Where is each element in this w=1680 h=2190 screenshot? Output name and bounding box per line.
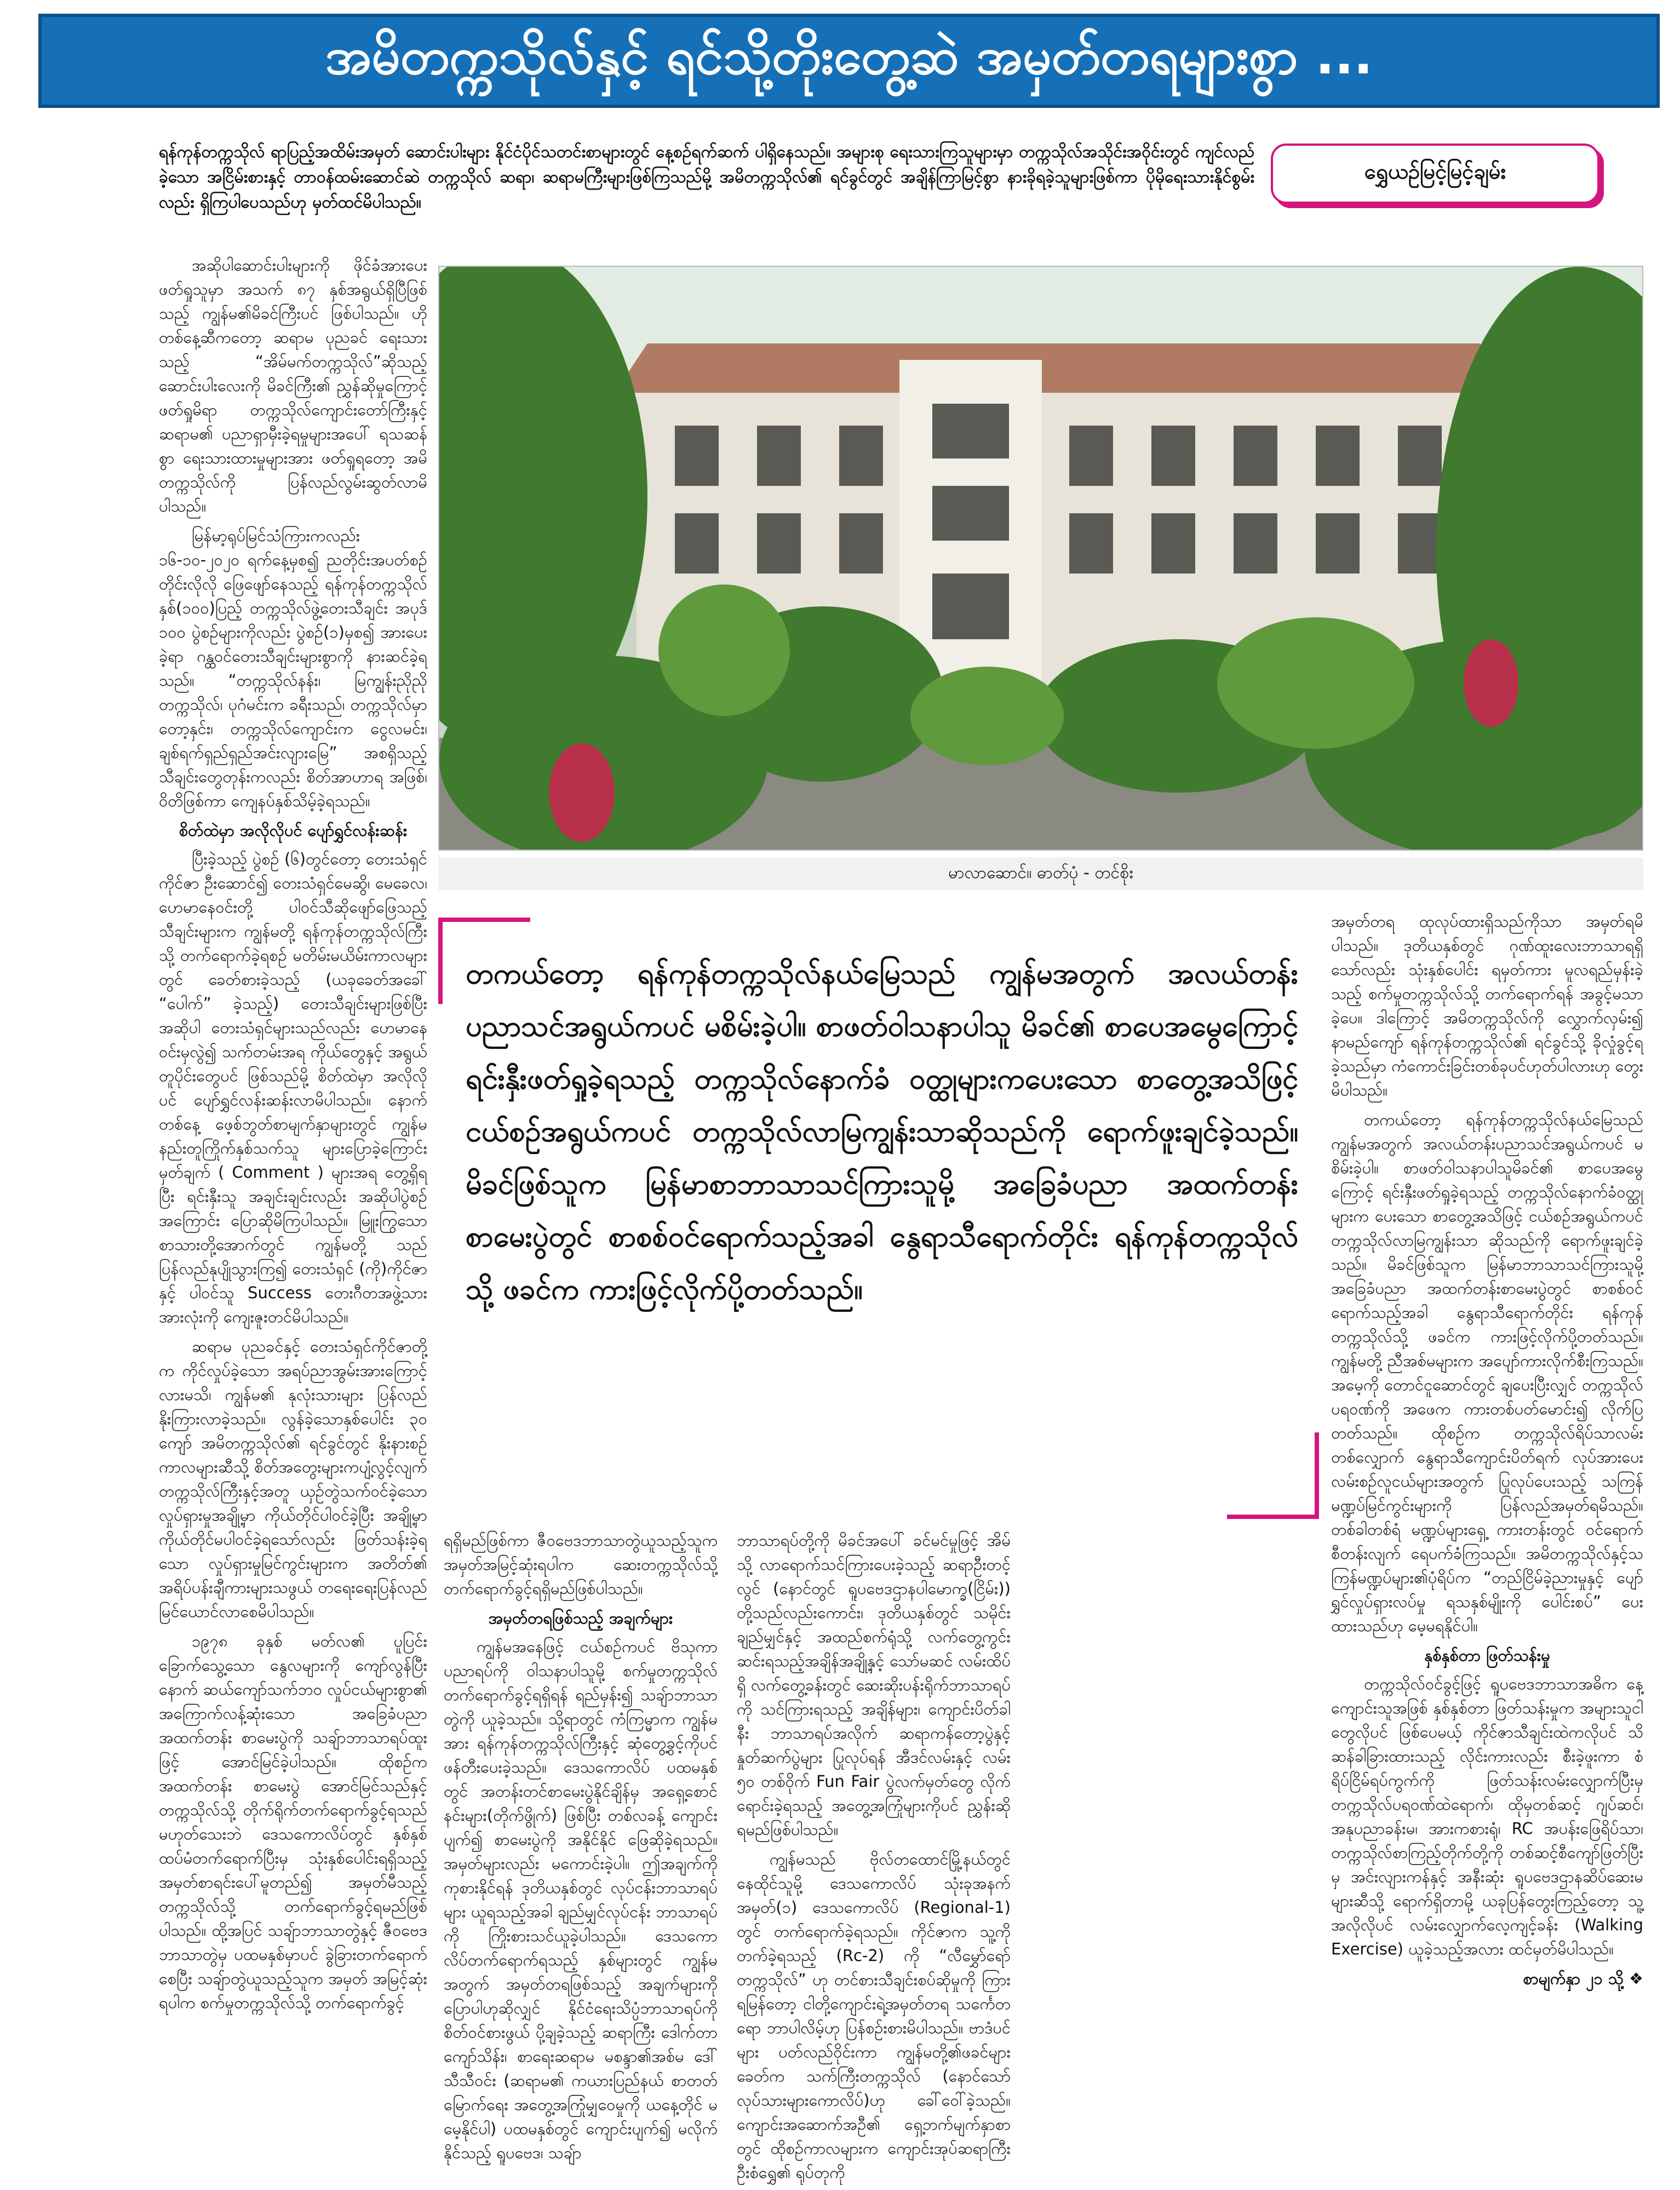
headline-banner (38, 14, 1660, 108)
paragraph: အမှတ်တရ ထုလုပ်ထားရှိသည်ကိုသာ အမှတ်ရမိပါသည်။ ဒုတိယနှစ်တွင် ဂုဏ်ထူးလေးဘာသာရရှိသော်လည်း သုံးနှစ်ပေါင်း ရမှတ်ကား မူလရည်မှန်းခဲ့သည့် စက်မှုတက္ကသိုလ်သို့ တက်ရောက်ရန် အခွင့်မသာခဲ့ပေ။ ဒါကြောင့် အမိတက္ကသိုလ်ကို လွှောက်လှမ်း၍ နာမည်ကျော် ရန်ကုန်တက္ကသိုလ်၏ ရင်ခွင်သို့ ခိုလှုံခွင့်ရခဲ့သည်မှာ ကံကောင်းခြင်းတစ်ခုပင်ဟုတ်ပါလားဟု တွေးမိပါသည်။ (1331, 912, 1643, 1099)
pullquote: တကယ်တော့ ရန်ကုန်တက္ကသိုလ်နယ်မြေသည် ကျွန်မအတွက် အလယ်တန်းပညာသင်အရွယ်ကပင် မစိမ်းခဲ့ပါ။ စာဖတ်ဝါသနာပါသူ မိခင်၏ စာပေအမွေကြောင့် ရင်းနှီးဖတ်ရှုခဲ့ရသည့် တက္ကသိုလ်နောက်ခံ ဝတ္ထုများကပေးသော စာတွေ့အသိဖြင့် ငယ်စဉ်အရွယ်ကပင် တက္ကသိုလ်လာမြကျွန်းသာဆိုသည်ကို ရောက်ဖူးချင်ခဲ့သည်။ မိခင်ဖြစ်သူက မြန်မာစာဘာသာသင်ကြားသူမို့ အခြေခံပညာ အထက်တန်း စာမေးပွဲတွင် စာစစ်ဝင်ရောက်သည့်အခါ နွေရာသီရောက်တိုင်း ရန်ကုန်တက္ကသိုလ်သို့ ဖခင်က ကားဖြင့်လိုက်ပို့တတ်သည်။ (466, 958, 1298, 1306)
subheading: စိတ်ထဲမှာ အလိုလိုပင် ပျော်ရွှင်လန်းဆန်း (179, 821, 408, 840)
paragraph: ကျွန်မသည် ဗိုလ်တထောင်မြို့နယ်တွင် နေထိုင်သူမို့ ဒေသကောလိပ် သုံးခုအနက် အမှတ်(၁) ဒေသကောလိပ် (Regional-1) တွင် တက်ရောက်ခဲ့ရသည်။ ကိုင်ဇာက သူ့ကိုတက်ခဲ့ရသည့် (Rc-2) ကို “လီမွှော်ရော်တက္ကသိုလ်” ဟု တင်စားသီချင်းစပ်ဆိုမှုကို ကြားရမြန်တော့ ငါတို့ကျောင်းရဲ့အမှတ်တရ သင်္ကေတရော ဘာပါလိမ့်ဟု ပြန်စဉ်းစားမိပါသည်။ ဗာဒံပင်များ ပတ်လည်ဝိုင်းကာ ကျွန်မတို့၏ဖခင်များခေတ်က သက်ကြီးတက္ကသိုလ် (နောင်သော် လုပ်သားများကောလိပ်)ဟု ခေါ်ဝေါ်ခဲ့သည်။ ကျောင်းအဆောက်အဦ၏ ရှေ့ဘက်မျက်နှာစာတွင် ထိုစဉ်ကာလများက ကျောင်းအုပ်ဆရာကြီး ဦးစံရွှေ၏ ရုပ်တုကို (737, 1850, 1011, 2182)
paragraph: ပြီးခဲ့သည့် ပွဲစဉ် (၆)တွင်တော့ တေးသံရှင်ကိုင်ဇာ ဦးဆောင်၍ တေးသံရှင်မေဆွိ၊ မေခေလ၊ ဟေမာနေဝင်းတို့ ပါဝင်သီဆိုဖျော်ဖြေသည့် သီချင်းများက ကျွန်မတို့ ရန်ကုန်တက္ကသိုလ်ကြီးသို့ တက်ရောက်ခဲ့ရစဉ် မတိမ်းမယိမ်းကာလများတွင် ခေတ်စားခဲ့သည့် (ယခုခေတ်အခေါ် “ပေါက်” ခဲ့သည့်) တေးသီချင်းများဖြစ်ပြီး အဆိုပါ တေးသံရှင်များသည်လည်း ဟေမာနေဝင်းမှလွဲ၍ သက်တမ်းအရ ကိုယ်တွေနှင့် အရွယ်တူပိုင်းတွေပင် ဖြစ်သည်မို့ စိတ်ထဲမှာ အလိုလိုပင် ပျော်ရွှင်လန်းဆန်းလာမိပါသည်။ နောက်တစ်နေ့ ဖေ့စ်ဘွတ်စာမျက်နှာများတွင် ကျွန်မနည်းတူကြိုက်နှစ်သက်သူ များပြောခဲ့ကြောင်း မှတ်ချက် ( Comment ) များအရ တွေ့ရှိရပြီး ရင်းနှီးသူ အချင်းချင်းလည်း အဆိုပါပွဲစဉ်အကြောင်း ပြောဆိုမိကြပါသည်။ မြူးကြွသောစာသားတို့အောက်တွင် ကျွန်မတို့ သည် ပြန်လည်နုပျိုသွားကြ၍ တေးသံရှင် (ကို)ကိုင်ဇာနှင့် ပါဝင်သူ Success တေးဂီတအဖွဲ့သားအားလုံးကို ကျေးဇူးတင်မိပါသည်။ (159, 850, 427, 1326)
photo-illustration (439, 267, 1643, 851)
building-photo (438, 266, 1643, 851)
lead-paragraph: ရန်ကုန်တက္ကသိုလ် ရာပြည့်အထိမ်းအမှတ် ဆောင်းပါးများ နိုင်ငံပိုင်သတင်းစာများတွင် နေ့စဉ်ရက်ဆက် ပါရှိနေသည်။ အများစု ရေးသားကြသူများမှာ တက္ကသိုလ်အသိုင်းအဝိုင်းတွင် ကျင်လည်ခဲ့သော အငြိမ်းစားနှင့် တာဝန်ထမ်းဆောင်ဆဲ တက္ကသိုလ် ဆရာ၊ ဆရာမကြီးများဖြစ်ကြသည်မို့ အမိတက္ကသိုလ်၏ ရင်ခွင်တွင် အချိန်ကြာမြင့်စွာ နားခိုရခဲ့သူများဖြစ်ကာ ပိုမိုရေးသားနိုင်စွမ်းလည်း ရှိကြပါပေသည်ဟု မှတ်ထင်မိပါသည်။ (159, 142, 1254, 212)
paragraph: ဆရာမ ပုညခင်နှင့် တေးသံရှင်ကိုင်ဇာတို့က ကိုင်လှုပ်ခဲ့သော အရပ်ညာအွမ်းအားကြောင့်လားမသိ၊ ကျွန်မ၏ နုလုံးသားများ ပြန်လည်နိုးကြားလာခဲ့သည်။ လွန်ခဲ့သောနှစ်ပေါင်း ၃၀ ကျော် အမိတက္ကသိုလ်၏ ရင်ခွင်တွင် နိုးနားစဉ်ကာလများဆီသို့ စိတ်အတွေးများကပျံ့လွင့်လျက် တက္ကသိုလ်ကြီးနှင့်အတူ ယှဉ်တွဲသက်ဝင်ခဲ့သော လှုပ်ရှားမှုအချို့မှာ ကိုယ်တိုင်ပါဝင်ခဲ့ပြီး အချို့မှာ ကိုယ်တိုင်မပါဝင်ခဲ့ရသော်လည်း ဖြတ်သန်းခဲ့ရသော လှုပ်ရှားမှုမြင်ကွင်းများက အတိတ်၏ အရိပ်ပန်းချီကားများသဖွယ် တရေးရေးပြန်လည်မြင်ယောင်လာစေမိပါသည်။ (159, 1337, 427, 1621)
paragraph: ဘာသာရပ်တို့ကို မိခင်အပေါ် ခင်မင်မှုဖြင့် အိမ်သို့ လာရောက်သင်ကြားပေးခဲ့သည့် ဆရာဦးတင့်လွင် (နောင်တွင် ရူပဗေဒဌာနပါမောက္ခ(ငြိမ်း)) တို့သည်လည်းကောင်း၊ ဒုတိယနှစ်တွင် သမိုင်းချည်မျှင်နှင့် အထည်စက်ရုံသို့ လက်တွေ့ကွင်းဆင်းရသည့်အချိန်အချို့နှင့် သော်မဆင် လမ်းထိပ်ရှိ လက်တွေ့ခန်းတွင် ဆေးဆိုးပန်းရိုက်ဘာသာရပ်ကို သင်ကြားရသည့် အချိန်များ၊ ကျောင်းပိတ်ခါနီး ဘာသာရပ်အလိုက် ဆရာကန်တော့ပွဲနှင့် နှုတ်ဆက်ပွဲများ ပြုလုပ်ရန် အီဒင်လမ်းနှင့် လမ်း ၅၀ တစ်ဝိုက် Fun Fair ပွဲလက်မှတ်တွေ လိုက်ရောင်းခဲ့ရသည့် အတွေ့အကြုံများကိုပင် ညွှန်းဆိုရမည်ဖြစ်ပါသည်။ (737, 1531, 1011, 1839)
photo-caption: မာလာဆောင်။ ဓာတ်ပုံ - တင်စိုး (438, 857, 1643, 890)
continued-note: စာမျက်နှာ ၂၁ သို့ ❖ (1523, 1969, 1643, 1988)
paragraph: ၁၉၇၈ ခုနှစ် မတ်လ၏ ပူပြင်းခြောက်သွေ့သော နွေလများကို ကျော်လွန်ပြီးနောက် ဆယ်ကျော်သက်ဘဝ လှုပ်ငယ်များစွာ၏ အကြောက်လန့်ဆုံးသော အခြေခံပညာ အထက်တန်း စာမေးပွဲကို သချ်ာဘာသာရပ်ထူးဖြင့် အောင်မြင်ခဲ့ပါသည်။ ထိုစဉ်က အထက်တန်း စာမေးပွဲ အောင်မြင်သည်နှင့် တက္ကသိုလ်သို့ တိုက်ရိုက်တက်ရောက်ခွင့်ရသည် မဟုတ်သေးဘဲ ဒေသကောလိပ်တွင် နှစ်နှစ်ထပ်မံတက်ရောက်ပြီးမှ သုံးနှစ်ပေါင်းရရှိသည့် အမှတ်စာရင်းပေါ်မူတည်၍ အမှတ်မီသည့် တက္ကသိုလ်သို့ တက်ရောက်ခွင့်ရမည်ဖြစ်ပါသည်။ ထို့အပြင် သချ်ာဘာသာတွဲနှင့် ဇီဝဗေဒဘာသာတွဲမှ ပထမနှစ်မှာပင် ခွဲခြားတက်ရောက်စေပြီး သချ်ာတွဲယူသည့်သူက အမှတ် အမြင့်ဆုံးရပါက စက်မှုတက္ကသိုလ်သို့ တက်ရောက်ခွင့် (159, 1632, 427, 2012)
byline: ရွှေယဉ်မြင့်မြင့်ချမ်း (1364, 159, 1506, 184)
paragraph: မြန်မာ့ရုပ်မြင်သံကြားကလည်း ၁၆-၁၀-၂၀၂၀ ရက်နေ့မှစ၍ ညတိုင်းအပတ်စဉ်တိုင်းလိုလို ဖြေဖျော်နေသည့် ရန်ကုန်တက္ကသိုလ်နှစ်(၁၀၀)ပြည့် တက္ကသိုလ်ဖွဲ့တေးသီချင်း အပုဒ် ၁၀၀ ပွဲစဉ်များကိုလည်း ပွဲစဉ်(၁)မှစ၍ အားပေးခဲ့ရာ ဂန္ထဝင်တေးသီချင်းများစွာကို နားဆင်ခဲ့ရသည်။ “တက္ကသိုလ်နန်း၊ မြကျွန်းညိုညိုတက္ကသိုလ်၊ ပုဂံမင်းက ခရီးသည်၊ တက္ကသိုလ်မှာ တော့နှင်း၊ တက္ကသိုလ်ကျောင်းက ငွေလမင်း၊ ချစ်ရက်ရှည်ရှည်အင်းလျားမြေ” အစရှိသည့် သီချင်းတွေတုန်းကလည်း စိတ်အာဟာရ အဖြစ်၊ ဝိတိဖြစ်ကာ ကျေနပ်နှစ်သိမ့်ခဲ့ရသည်။ (159, 526, 427, 810)
column-1 (159, 253, 427, 2020)
subheading: နှစ်နှစ်တာ ဖြတ်သန်းမှု (1424, 1646, 1550, 1665)
column-3 (737, 1528, 1011, 2190)
paragraph: ကျွန်မအနေဖြင့် ငယ်စဉ်ကပင် ဗိသုကာပညာရပ်ကို ဝါသနာပါသူမို့ စက်မှုတက္ကသိုလ် တက်ရောက်ခွင့်ရရှိရန် ရည်မှန်း၍ သချ်ာဘာသာတွဲကို ယူခဲ့သည်။ သို့ရာတွင် ကံကြမ္မာက ကျွန်မအား ရန်ကုန်တက္ကသိုလ်ကြီးနှင့် ဆုံတွေ့ခွင့်ကိုပင် ဖန်တီးပေးခဲ့သည်။ ဒေသကောလိပ် ပထမနှစ်တွင် အတန်းတင်စာမေးပွဲနိုင်ချိန်မှ အရှေ့စောင်နင်းများ(တိုက်ဖွိုက်) ဖြစ်ပြီး တစ်လခန့် ကျောင်းပျက်၍ စာမေးပွဲကို အနိုင်နိုင် ဖြေဆိုခဲ့ရသည်။ အမှတ်များလည်း မကောင်းခဲ့ပါ။ ဤအချက်ကို ကုစားနိုင်ရန် ဒုတိယနှစ်တွင် လုပ်ငန်းဘာသာရပ်များ ယူရသည့်အခါ ချည်မျှင်လုပ်ငန်း ဘာသာရပ်ကို ကြိုးစားသင်ယူခဲ့ပါသည်။ ဒေသကောလိပ်တက်ရောက်ရသည့် နှစ်များတွင် ကျွန်မအတွက် အမှတ်တရဖြစ်သည့် အချက်များကို ပြောပါဟုဆိုလျှင် နိုင်ငံရေးသိပ္ပံဘာသာရပ်ကို စိတ်ဝင်စားဖွယ် ပို့ချခဲ့သည့် ဆရာကြီး ဒေါက်တာ ကျော်သိန်း၊ စာရေးဆရာမ မစန္ဒာ၏အစ်မ ဒေါ်သီသီဝင်း (ဆရာမ၏ ကယားပြည်နယ် စာတတ်မြောက်ရေး အတွေ့အကြုံမျှဝေမှုကို ယနေ့တိုင် မမေ့နိုင်ပါ) ပထမနှစ်တွင် ကျောင်းပျက်၍ မလိုက်နိုင်သည့် ရူပဗေဒ၊ သချ်ာ (444, 1637, 718, 2162)
byline-box (1271, 144, 1599, 204)
pullquote-box (438, 918, 1315, 1515)
column-4 (1331, 909, 1643, 1996)
paragraph: တက္ကသိုလ်ဝင်ခွင့်ဖြင့် ရူပဗေဒဘာသာအဓိက နေ့ကျောင်းသူအဖြစ် နှစ်နှစ်တာ ဖြတ်သန်းမှုက အများသူငါတွေလိုပင် ဖြစ်ပေမယ့် ကိုင်ဇာသီချင်းထဲကလိုပင် သိဆန်ခါခြားထားသည့် လိုင်းကားလည်း စီးခဲ့ဖူးကာ စံရိပ်ငြိမ်ရပ်ကွက်ကို ဖြတ်သန်းလမ်းလျှောက်ပြီးမှ တက္ကသိုလ်ပရဝဏ်ထဲရောက်၊ ထိုမှတစ်ဆင့် ဂျပ်ဆင်၊ အနုပညာခန်းမ၊ အားကစားရုံ၊ RC အပန်းဖြေရိပ်သာ၊ တက္ကသိုလ်စာကြည့်တိုက်တို့ကို တစ်ဆင့်စီကျော်ဖြတ်ပြီးမှ အင်းလျားကန်နှင့် အနီးဆုံး ရူပဗေဒဌာနဆိပ်ဆေးမများဆီသို့ ရောက်ရှိတာမို့ ယခုပြန်တွေးကြည့်တော့ သူ့အလိုလိုပင် လမ်းလျှောက်လေ့ကျင့်ခန်း (Walking Exercise) ယူခဲ့သည့်အလား ထင်မှတ်မိပါသည်။ (1331, 1675, 1643, 1958)
headline: အမိတက္ကသိုလ်နှင့် ရင်သို့တိုးတွေ့ဆဲ အမှတ်တရများစွာ ... (325, 27, 1373, 85)
paragraph: အဆိုပါဆောင်းပါးများကို ဖိုင်ခံအားပေးဖတ်ရှုသူမှာ အသက် ၈၇ နှစ်အရွယ်ရှိပြီဖြစ်သည့် ကျွန်မ၏မိခင်ကြီးပင် ဖြစ်ပါသည်။ ဟိုတစ်နေ့ဆီကတော့ ဆရာမ ပုညခင် ရေးသားသည့် “အိမ်မက်တက္ကသိုလ်”ဆိုသည့် ဆောင်းပါးလေးကို မိခင်ကြီး၏ ညွှန်ဆိုမှုကြောင့် ဖတ်ရှုမိရာ တက္ကသိုလ်ကျောင်းတော်ကြီးနှင့် ဆရာမ၏ ပညာရှာမှီးခဲ့ရမှုများအပေါ် ရသဆန်စွာ ရေးသားထားမှုများအား ဖတ်ရှုရတော့ အမိတက္ကသိုလ်ကို ပြန်လည်လွမ်းဆွတ်လာမိပါသည်။ (159, 256, 427, 515)
column-2 (444, 1528, 718, 2170)
paragraph: တကယ်တော့ ရန်ကုန်တက္ကသိုလ်နယ်မြေသည် ကျွန်မအတွက် အလယ်တန်းပညာသင်အရွယ်ကပင် မစိမ်းခဲ့ပါ။ စာဖတ်ဝါသနာပါသူမိခင်၏ စာပေအမွေကြောင့် ရင်းနှီးဖတ်ရှုခဲ့ရသည့် တက္ကသိုလ်နောက်ခံဝတ္ထုများက ပေးသော စာတွေ့အသိဖြင့် ငယ်စဉ်အရွယ်ကပင် တက္ကသိုလ်လာမြကျွန်းသာ ဆိုသည်ကို ရောက်ဖူးချင်ခဲ့သည်။ မိခင်ဖြစ်သူက မြန်မာဘာသာသင်ကြားသူမို့ အခြေခံပညာ အထက်တန်းစာမေးပွဲတွင် စာစစ်ဝင်ရောက်သည့်အခါ နွေရာသီရောက်တိုင်း ရန်ကုန်တက္ကသိုလ်သို့ ဖခင်က ကားဖြင့်လိုက်ပို့တတ်သည်။ ကျွန်မတို့ ညီအစ်မများက အပျော်ကားလိုက်စီးကြသည်။ အမေ့ကို တောင်ငူဆောင်တွင် ချပေးပြီးလျှင် တက္ကသိုလ်ပရဝဏ်ကို အဖေက ကားတစ်ပတ်မောင်း၍ လိုက်ပြတတ်သည်။ ထိုစဉ်က တက္ကသိုလ်ရိပ်သာလမ်းတစ်လျှောက် နွေရာသီကျောင်းပိတ်ရက် လုပ်အားပေး လမ်းစဉ်လူငယ်များအတွက် ပြုလုပ်ပေးသည့် သကြန်မဏ္ဍပ်မြင်ကွင်းများကို ပြန်လည်အမှတ်ရမိသည်။ တစ်ခါတစ်ရံ မဏ္ဍပ်များရှေ့ ကားတန်းတွင် ဝင်ရောက်စီတန်းလျက် ရေပက်ခံကြသည်။ အမိတက္ကသိုလ်နှင့်သကြန်မဏ္ဍပ်များ၏ပုံရိပ်က “တည်ငြိမ်ခဲ့ညားမှုနှင့် ပျော်ရွှင်လှုပ်ရှားလပ်မှု ရသနှစ်မျိုးကို ပေါင်းစပ်” ပေးထားသည်ဟု မေ့မရနိုင်ပါ။ (1331, 1110, 1643, 1635)
subheading: အမှတ်တရဖြစ်သည့် အချက်များ (488, 1609, 673, 1627)
paragraph: ရရှိမည်ဖြစ်ကာ ဇီဝဗေဒဘာသာတွဲယူသည့်သူက အမှတ်အမြင့်ဆုံးရပါက ဆေးတက္ကသိုလ်သို့ တက်ရောက်ခွင့်ရရှိမည်ဖြစ်ပါသည်။ (444, 1531, 718, 1598)
